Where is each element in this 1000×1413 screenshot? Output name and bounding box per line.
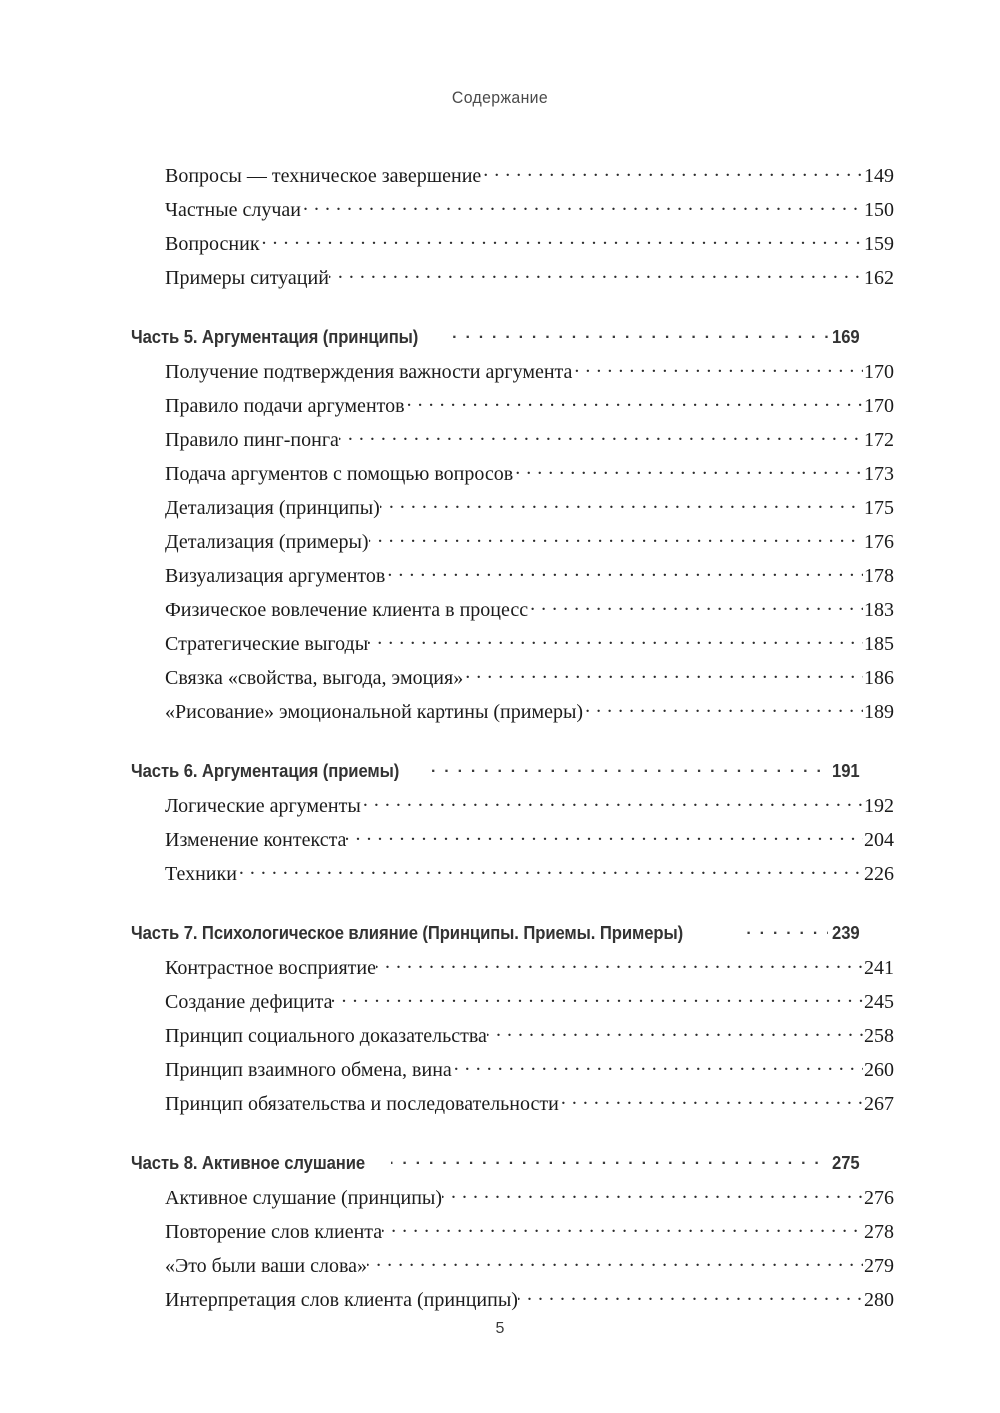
dot-leader (329, 264, 863, 284)
toc-entry-label: Повторение слов клиента (165, 1221, 383, 1243)
toc-entry-label: Визуализация аргументов (165, 565, 386, 587)
toc-entry-label: Получение подтверждения важности аргумента (165, 361, 573, 383)
toc-entry[interactable] (131, 664, 894, 698)
toc-page-number: 175 (864, 497, 894, 519)
toc-entry-label: Активное слушание (принципы) (165, 1187, 443, 1209)
toc-entry[interactable] (131, 426, 894, 460)
toc-page-number: 169 (832, 325, 860, 347)
toc-page-number: 258 (864, 1025, 894, 1047)
dot-leader (391, 1150, 828, 1169)
dot-leader (303, 196, 863, 216)
toc-entry[interactable] (131, 460, 894, 494)
dot-leader (382, 1218, 863, 1238)
toc-page-number: 172 (864, 429, 894, 451)
toc-page-number: 204 (864, 829, 894, 851)
toc-part-label: Часть 8. Активное слушание (131, 1151, 366, 1173)
dot-leader (465, 664, 863, 684)
dot-leader (431, 758, 828, 777)
dot-leader (574, 358, 863, 378)
toc-page-number: 241 (864, 957, 894, 979)
toc-entry-label: Правило подачи аргументов (165, 395, 405, 417)
dot-leader (339, 426, 863, 446)
toc-page-number: 260 (864, 1059, 894, 1081)
toc-entry[interactable] (131, 1056, 894, 1090)
toc-entry[interactable] (131, 494, 894, 528)
toc-page-number: 245 (864, 991, 894, 1013)
toc-entry-label: Частные случаи (165, 199, 302, 221)
running-head: Содержание (451, 88, 549, 107)
toc-page-number: 178 (864, 565, 894, 587)
dot-leader (332, 988, 863, 1008)
toc-entry[interactable] (131, 954, 894, 988)
toc-entry-label: Детализация (примеры) (165, 531, 369, 553)
dot-leader (367, 1252, 863, 1272)
toc-entry-label: Принцип обязательства и последовательности (165, 1093, 559, 1115)
dot-leader (369, 528, 863, 548)
dot-leader (515, 460, 863, 480)
toc-page-number: 170 (864, 361, 894, 383)
toc-part-heading[interactable] (131, 920, 860, 954)
toc-entry-label: Стратегические выгоды (165, 633, 369, 655)
toc-entry[interactable] (131, 358, 894, 392)
toc-part-heading[interactable] (131, 758, 860, 792)
dot-leader (239, 860, 863, 880)
toc-entry-label: Детализация (принципы) (165, 497, 380, 519)
toc-entry-label: Правило пинг-понга (165, 429, 339, 451)
toc-page-number: 279 (864, 1255, 894, 1277)
page-number-folio: 5 (495, 1320, 505, 1337)
toc-page-number: 162 (864, 267, 894, 289)
toc-entry[interactable] (131, 264, 894, 298)
dot-leader (368, 630, 863, 650)
toc-entry-label: Техники (165, 863, 237, 885)
toc-page-number: 239 (832, 921, 860, 943)
toc-page-number: 149 (864, 165, 894, 187)
toc-entry[interactable] (131, 596, 894, 630)
dot-leader (442, 1184, 863, 1204)
dot-leader (561, 1090, 863, 1110)
toc-entry-label: Физическое вовлечение клиента в процесс (165, 599, 529, 621)
toc-entry-label: Изменение контекста (165, 829, 347, 851)
toc-entry[interactable] (131, 1022, 894, 1056)
toc-entry[interactable] (131, 1090, 894, 1124)
toc-entry[interactable] (131, 792, 894, 826)
toc-entry-label: Создание дефицита (165, 991, 333, 1013)
dot-leader (452, 324, 828, 343)
dot-leader (407, 392, 863, 412)
dot-leader (487, 1022, 863, 1042)
toc-page-number: 176 (864, 531, 894, 553)
toc-entry[interactable] (131, 196, 894, 230)
dot-leader (380, 494, 863, 514)
dot-leader (746, 920, 828, 939)
dot-leader (454, 1056, 863, 1076)
toc-page-number: 275 (832, 1151, 860, 1173)
dot-leader (483, 162, 863, 182)
dot-leader (518, 1286, 863, 1306)
toc-part-heading[interactable] (131, 1150, 860, 1184)
toc-part-label: Часть 5. Аргументация (принципы) (131, 325, 419, 347)
toc-entry[interactable] (131, 162, 894, 196)
toc-entry[interactable] (131, 1286, 894, 1320)
toc-page-number: 191 (832, 759, 860, 781)
toc-entry[interactable] (131, 1252, 894, 1286)
dot-leader (530, 596, 863, 616)
toc-entry-label: Интерпретация слов клиента (принципы) (165, 1289, 518, 1311)
toc-page-number: 280 (864, 1289, 894, 1311)
toc-part-label: Часть 6. Аргументация (приемы) (131, 759, 400, 781)
toc-entry-label: Вопросы — техническое завершение (165, 165, 482, 187)
dot-leader (346, 826, 863, 846)
toc-part-heading[interactable] (131, 324, 860, 358)
toc-entry[interactable] (131, 230, 894, 264)
toc-entry-label: Принцип взаимного обмена, вина (165, 1059, 452, 1081)
toc-part-label: Часть 7. Психологическое влияние (Принципы. Приемы. Примеры) (131, 921, 684, 943)
toc-entry-label: Вопросник (165, 233, 260, 255)
toc-entry[interactable] (131, 1218, 894, 1252)
toc-entry-label: Контрастное восприятие (165, 957, 376, 979)
toc-entry[interactable] (131, 826, 894, 860)
toc-page-number: 192 (864, 795, 894, 817)
dot-leader (262, 230, 863, 250)
toc-entry-label: Примеры ситуаций (165, 267, 329, 289)
toc-entry[interactable] (131, 1184, 894, 1218)
toc-entry-label: «Рисование» эмоциональной картины (примеры) (165, 701, 584, 723)
toc-entry[interactable] (131, 860, 894, 894)
dot-leader (387, 562, 863, 582)
toc-page-number: 170 (864, 395, 894, 417)
toc-page-number: 189 (864, 701, 894, 723)
toc-entry[interactable] (131, 392, 894, 426)
toc-entry[interactable] (131, 562, 894, 596)
toc-entry[interactable] (131, 528, 894, 562)
dot-leader (585, 698, 863, 718)
toc-page-number: 185 (864, 633, 894, 655)
toc-entry-label: Логические аргументы (165, 795, 361, 817)
toc-entry-label: Подача аргументов с помощью вопросов (165, 463, 514, 485)
toc-entry-label: Связка «свойства, выгода, эмоция» (165, 667, 464, 689)
toc-page-number: 226 (864, 863, 894, 885)
toc-page-number: 186 (864, 667, 894, 689)
toc-page-number: 159 (864, 233, 894, 255)
toc-page-number: 173 (864, 463, 894, 485)
toc-entry[interactable] (131, 630, 894, 664)
toc-entry-label: «Это были ваши слова» (165, 1255, 368, 1277)
toc-page-number: 150 (864, 199, 894, 221)
dot-leader (376, 954, 863, 974)
toc-entry-label: Принцип социального доказательства (165, 1025, 487, 1047)
toc-page-number: 183 (864, 599, 894, 621)
toc-page-number: 276 (864, 1187, 894, 1209)
table-of-contents (131, 162, 894, 1320)
dot-leader (363, 792, 863, 812)
toc-entry[interactable] (131, 988, 894, 1022)
toc-entry[interactable] (131, 698, 894, 732)
toc-page-number: 278 (864, 1221, 894, 1243)
toc-page-number: 267 (864, 1093, 894, 1115)
